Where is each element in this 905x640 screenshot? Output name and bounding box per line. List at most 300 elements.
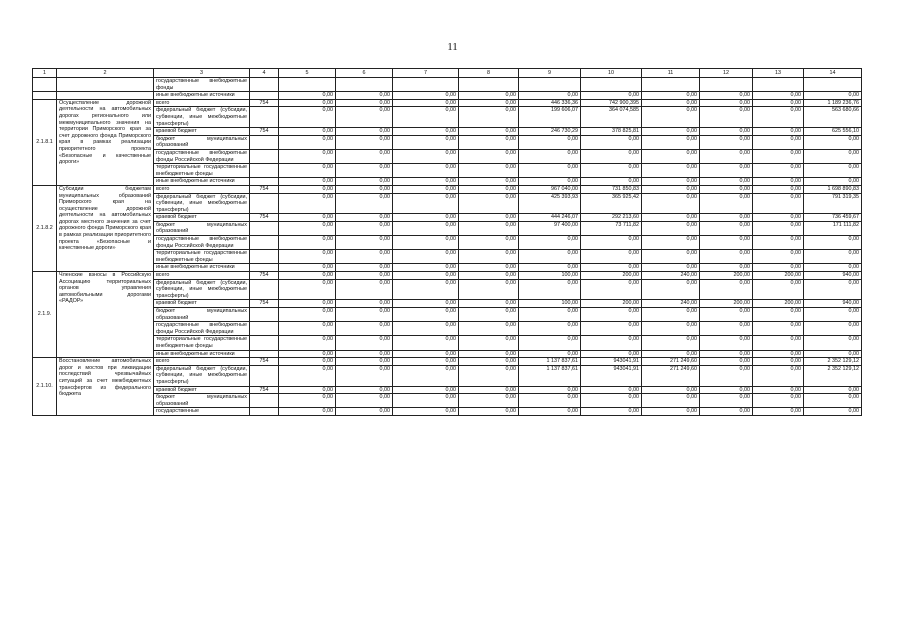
value-cell: 200,00 <box>753 272 804 280</box>
value-cell: 0,00 <box>519 279 581 300</box>
item-description-cell: Осуществление дорожной деятельности на автомобильных дорогах регионального или межмуниципального значения на территории Приморского края за счет дорожного фонда Приморского края в рамках реализации приоритетного проекта «Безопасные и качественные дороги» <box>57 99 154 185</box>
value-cell: 0,00 <box>279 394 336 408</box>
column-header: 11 <box>642 69 700 78</box>
value-cell: 0,00 <box>459 365 519 386</box>
header-row <box>33 69 862 78</box>
value-cell: 0,00 <box>642 386 700 394</box>
value-cell: 0,00 <box>804 308 862 322</box>
value-cell: 0,00 <box>459 386 519 394</box>
value-cell: 0,00 <box>642 221 700 235</box>
value-cell: 0,00 <box>459 185 519 193</box>
value-cell: 0,00 <box>804 92 862 100</box>
value-cell: 0,00 <box>459 308 519 322</box>
value-cell: 0,00 <box>393 322 459 336</box>
value-cell: 0,00 <box>279 322 336 336</box>
funding-source-cell: государственные внебюджетные фонды Российской Федерации <box>154 149 250 163</box>
value-cell: 200,00 <box>581 272 642 280</box>
value-cell: 200,00 <box>700 300 753 308</box>
column-header: 5 <box>279 69 336 78</box>
value-cell: 0,00 <box>393 221 459 235</box>
kbk-cell <box>250 308 279 322</box>
funding-source-cell: всего <box>154 358 250 366</box>
value-cell: 0,00 <box>753 221 804 235</box>
value-cell: 0,00 <box>642 193 700 214</box>
value-cell: 0,00 <box>804 394 862 408</box>
value-cell: 0,00 <box>753 394 804 408</box>
value-cell: 292 213,60 <box>581 214 642 222</box>
value-cell: 0,00 <box>753 107 804 128</box>
value-cell: 0,00 <box>459 236 519 250</box>
value-cell: 1 137 837,61 <box>519 358 581 366</box>
value-cell: 0,00 <box>581 149 642 163</box>
table-row <box>33 236 862 250</box>
kbk-cell: 754 <box>250 386 279 394</box>
value-cell: 271 249,60 <box>642 365 700 386</box>
value-cell: 1 137 837,61 <box>519 365 581 386</box>
column-header: 14 <box>804 69 862 78</box>
value-cell: 0,00 <box>642 250 700 264</box>
funding-source-cell: всего <box>154 99 250 107</box>
value-cell: 0,00 <box>804 164 862 178</box>
value-cell: 0,00 <box>519 408 581 416</box>
column-header: 3 <box>154 69 250 78</box>
value-cell: 0,00 <box>642 135 700 149</box>
value-cell: 0,00 <box>393 214 459 222</box>
value-cell: 0,00 <box>336 135 393 149</box>
value-cell: 0,00 <box>700 185 753 193</box>
value-cell: 0,00 <box>336 92 393 100</box>
funding-source-cell: бюджет муниципальных образований <box>154 135 250 149</box>
value-cell: 0,00 <box>804 336 862 350</box>
column-header: 4 <box>250 69 279 78</box>
value-cell: 0,00 <box>753 128 804 136</box>
table-row <box>33 386 862 394</box>
value-cell: 0,00 <box>700 336 753 350</box>
value-cell: 0,00 <box>753 386 804 394</box>
value-cell: 0,00 <box>336 178 393 186</box>
value-cell: 563 680,66 <box>804 107 862 128</box>
value-cell: 0,00 <box>459 214 519 222</box>
funding-source-cell: иные внебюджетные источники <box>154 178 250 186</box>
value-cell: 0,00 <box>393 178 459 186</box>
table-row <box>33 149 862 163</box>
value-cell: 0,00 <box>581 279 642 300</box>
funding-source-cell: иные внебюджетные источники <box>154 350 250 358</box>
value-cell: 378 825,81 <box>581 128 642 136</box>
kbk-cell: 754 <box>250 358 279 366</box>
value-cell: 625 556,10 <box>804 128 862 136</box>
value-cell: 0,00 <box>581 408 642 416</box>
value-cell: 0,00 <box>393 135 459 149</box>
value-cell: 0,00 <box>804 408 862 416</box>
value-cell: 0,00 <box>700 135 753 149</box>
value-cell: 0,00 <box>519 92 581 100</box>
value-cell: 0,00 <box>336 336 393 350</box>
value-cell: 0,00 <box>459 99 519 107</box>
value-cell: 0,00 <box>459 336 519 350</box>
value-cell: 0,00 <box>753 358 804 366</box>
value-cell: 0,00 <box>700 99 753 107</box>
page-number: 11 <box>447 41 458 53</box>
value-cell: 0,00 <box>459 149 519 163</box>
value-cell: 444 246,07 <box>519 214 581 222</box>
value-cell: 271 249,60 <box>642 358 700 366</box>
value-cell: 0,00 <box>642 279 700 300</box>
value-cell <box>519 78 581 92</box>
value-cell: 0,00 <box>393 300 459 308</box>
value-cell: 0,00 <box>519 178 581 186</box>
kbk-cell: 754 <box>250 128 279 136</box>
value-cell <box>642 78 700 92</box>
table-row <box>33 300 862 308</box>
value-cell: 0,00 <box>642 92 700 100</box>
value-cell: 0,00 <box>700 308 753 322</box>
funding-source-cell: иные внебюджетные источники <box>154 264 250 272</box>
value-cell: 0,00 <box>700 322 753 336</box>
value-cell: 0,00 <box>393 350 459 358</box>
value-cell: 0,00 <box>279 358 336 366</box>
value-cell: 0,00 <box>700 221 753 235</box>
value-cell: 2 352 129,12 <box>804 365 862 386</box>
table-row <box>33 164 862 178</box>
kbk-cell: 754 <box>250 214 279 222</box>
kbk-cell <box>250 365 279 386</box>
value-cell: 0,00 <box>393 250 459 264</box>
value-cell: 100,00 <box>519 300 581 308</box>
table-row <box>33 92 862 100</box>
value-cell: 0,00 <box>279 350 336 358</box>
value-cell: 0,00 <box>459 300 519 308</box>
value-cell: 0,00 <box>519 149 581 163</box>
column-header: 2 <box>57 69 154 78</box>
value-cell: 0,00 <box>393 272 459 280</box>
kbk-cell <box>250 149 279 163</box>
funding-source-cell: территориальные государственные внебюджетные фонды <box>154 336 250 350</box>
funding-source-cell: федеральный бюджет (субсидии, субвенции, иные межбюджетные трансферты) <box>154 279 250 300</box>
value-cell: 0,00 <box>753 193 804 214</box>
value-cell: 0,00 <box>336 149 393 163</box>
kbk-cell: 754 <box>250 185 279 193</box>
value-cell: 0,00 <box>581 92 642 100</box>
value-cell: 0,00 <box>642 236 700 250</box>
value-cell: 0,00 <box>753 336 804 350</box>
item-description-cell: Восстановление автомобильных дорог и мостов при ликвидации последствий чрезвычайных ситуаций за счет межбюджетных трансфертов из федерального бюджета <box>57 358 154 416</box>
value-cell: 0,00 <box>700 264 753 272</box>
funding-source-cell: краевой бюджет <box>154 386 250 394</box>
value-cell: 0,00 <box>393 236 459 250</box>
value-cell: 365 925,42 <box>581 193 642 214</box>
budget-table <box>32 68 862 416</box>
value-cell: 0,00 <box>753 214 804 222</box>
value-cell: 0,00 <box>804 250 862 264</box>
value-cell: 0,00 <box>700 408 753 416</box>
value-cell: 0,00 <box>279 236 336 250</box>
value-cell: 0,00 <box>336 308 393 322</box>
value-cell: 0,00 <box>642 408 700 416</box>
value-cell: 425 393,93 <box>519 193 581 214</box>
kbk-cell <box>250 394 279 408</box>
value-cell: 0,00 <box>279 272 336 280</box>
value-cell: 200,00 <box>700 272 753 280</box>
table-row <box>33 128 862 136</box>
value-cell: 967 040,00 <box>519 185 581 193</box>
value-cell: 0,00 <box>753 164 804 178</box>
item-code-cell <box>33 92 57 100</box>
value-cell: 0,00 <box>700 128 753 136</box>
value-cell: 0,00 <box>336 128 393 136</box>
funding-source-cell: бюджет муниципальных образований <box>154 221 250 235</box>
value-cell: 0,00 <box>279 264 336 272</box>
value-cell: 0,00 <box>279 221 336 235</box>
item-code-cell: 2.1.8.2 <box>33 185 57 271</box>
funding-source-cell: государственные внебюджетные фонды Российской Федерации <box>154 236 250 250</box>
value-cell: 0,00 <box>642 107 700 128</box>
value-cell: 0,00 <box>393 164 459 178</box>
value-cell: 0,00 <box>459 128 519 136</box>
value-cell: 0,00 <box>279 149 336 163</box>
table-row <box>33 214 862 222</box>
value-cell: 0,00 <box>459 92 519 100</box>
kbk-cell <box>250 279 279 300</box>
value-cell: 0,00 <box>393 279 459 300</box>
value-cell: 0,00 <box>804 178 862 186</box>
value-cell: 0,00 <box>459 272 519 280</box>
value-cell: 0,00 <box>700 365 753 386</box>
funding-source-cell: краевой бюджет <box>154 128 250 136</box>
funding-source-cell: краевой бюджет <box>154 214 250 222</box>
column-header: 9 <box>519 69 581 78</box>
value-cell: 0,00 <box>700 149 753 163</box>
column-header: 1 <box>33 69 57 78</box>
value-cell: 0,00 <box>700 107 753 128</box>
value-cell: 0,00 <box>336 300 393 308</box>
value-cell: 0,00 <box>459 164 519 178</box>
value-cell: 0,00 <box>459 358 519 366</box>
value-cell: 0,00 <box>279 164 336 178</box>
value-cell: 0,00 <box>336 214 393 222</box>
value-cell: 0,00 <box>519 250 581 264</box>
item-code-cell: 2.1.10. <box>33 358 57 416</box>
value-cell: 240,00 <box>642 300 700 308</box>
kbk-cell <box>250 264 279 272</box>
kbk-cell <box>250 135 279 149</box>
value-cell: 0,00 <box>336 365 393 386</box>
value-cell: 0,00 <box>393 128 459 136</box>
value-cell: 0,00 <box>642 308 700 322</box>
value-cell: 0,00 <box>642 264 700 272</box>
value-cell: 171 111,82 <box>804 221 862 235</box>
value-cell: 0,00 <box>519 164 581 178</box>
table-row <box>33 135 862 149</box>
kbk-cell: 754 <box>250 272 279 280</box>
table-row <box>33 336 862 350</box>
value-cell: 0,00 <box>393 394 459 408</box>
funding-source-cell: всего <box>154 272 250 280</box>
value-cell: 0,00 <box>336 358 393 366</box>
value-cell <box>753 78 804 92</box>
value-cell: 0,00 <box>519 264 581 272</box>
value-cell: 0,00 <box>700 350 753 358</box>
value-cell: 0,00 <box>336 408 393 416</box>
item-description-cell: Субсидии бюджетам муниципальных образований Приморского края на осуществление дорожной деятельности на автомобильных дорогах местного значения за счет дорожного фонда Приморского края в рамках реализации приоритетного проекта «Безопасные и качественные дороги» <box>57 185 154 271</box>
table-row <box>33 358 862 366</box>
kbk-cell <box>250 236 279 250</box>
value-cell: 0,00 <box>279 92 336 100</box>
value-cell: 0,00 <box>804 149 862 163</box>
funding-source-cell: бюджет муниципальных образований <box>154 308 250 322</box>
value-cell: 0,00 <box>700 358 753 366</box>
value-cell: 0,00 <box>279 300 336 308</box>
funding-source-cell: федеральный бюджет (субсидии, субвенции, иные межбюджетные трансферты) <box>154 107 250 128</box>
funding-source-cell: государственные внебюджетные фонды <box>154 78 250 92</box>
value-cell: 0,00 <box>581 336 642 350</box>
value-cell: 0,00 <box>581 164 642 178</box>
value-cell: 100,00 <box>519 272 581 280</box>
value-cell: 0,00 <box>393 99 459 107</box>
value-cell: 0,00 <box>753 135 804 149</box>
value-cell: 0,00 <box>459 394 519 408</box>
value-cell: 0,00 <box>279 408 336 416</box>
value-cell: 0,00 <box>581 386 642 394</box>
funding-source-cell: территориальные государственные внебюджетные фонды <box>154 250 250 264</box>
table-row <box>33 178 862 186</box>
kbk-cell <box>250 78 279 92</box>
value-cell: 0,00 <box>279 250 336 264</box>
value-cell: 0,00 <box>459 250 519 264</box>
value-cell: 0,00 <box>581 350 642 358</box>
value-cell: 0,00 <box>459 221 519 235</box>
value-cell: 0,00 <box>700 164 753 178</box>
value-cell: 0,00 <box>336 236 393 250</box>
value-cell: 240,00 <box>642 272 700 280</box>
funding-source-cell: государственные <box>154 408 250 416</box>
value-cell: 0,00 <box>393 336 459 350</box>
value-cell: 0,00 <box>336 279 393 300</box>
value-cell: 0,00 <box>393 386 459 394</box>
value-cell: 0,00 <box>459 264 519 272</box>
value-cell: 0,00 <box>393 92 459 100</box>
value-cell: 0,00 <box>753 322 804 336</box>
value-cell: 0,00 <box>700 394 753 408</box>
value-cell: 0,00 <box>336 272 393 280</box>
value-cell: 0,00 <box>279 178 336 186</box>
value-cell: 0,00 <box>279 386 336 394</box>
value-cell <box>804 78 862 92</box>
value-cell: 0,00 <box>753 350 804 358</box>
value-cell: 0,00 <box>459 279 519 300</box>
table-row <box>33 350 862 358</box>
value-cell: 2 352 129,12 <box>804 358 862 366</box>
table-row <box>33 322 862 336</box>
value-cell: 0,00 <box>581 236 642 250</box>
value-cell: 0,00 <box>336 264 393 272</box>
item-code-cell <box>33 78 57 92</box>
value-cell: 0,00 <box>700 250 753 264</box>
value-cell: 0,00 <box>753 365 804 386</box>
item-description-cell <box>57 92 154 100</box>
kbk-cell: 754 <box>250 300 279 308</box>
value-cell: 943041,91 <box>581 365 642 386</box>
value-cell: 0,00 <box>519 236 581 250</box>
value-cell: 0,00 <box>753 178 804 186</box>
value-cell: 73 711,82 <box>581 221 642 235</box>
column-header: 10 <box>581 69 642 78</box>
value-cell: 0,00 <box>459 178 519 186</box>
value-cell: 0,00 <box>581 135 642 149</box>
value-cell: 0,00 <box>279 279 336 300</box>
funding-source-cell: краевой бюджет <box>154 300 250 308</box>
kbk-cell <box>250 164 279 178</box>
value-cell: 0,00 <box>642 350 700 358</box>
value-cell: 0,00 <box>279 135 336 149</box>
value-cell: 0,00 <box>804 264 862 272</box>
value-cell <box>459 78 519 92</box>
value-cell: 0,00 <box>804 279 862 300</box>
value-cell: 0,00 <box>804 236 862 250</box>
value-cell: 940,00 <box>804 300 862 308</box>
item-code-cell: 2.1.9. <box>33 272 57 358</box>
value-cell: 0,00 <box>581 394 642 408</box>
kbk-cell: 754 <box>250 99 279 107</box>
value-cell: 0,00 <box>581 178 642 186</box>
value-cell: 0,00 <box>753 236 804 250</box>
value-cell: 0,00 <box>459 135 519 149</box>
value-cell: 791 319,35 <box>804 193 862 214</box>
value-cell: 0,00 <box>336 386 393 394</box>
value-cell: 0,00 <box>804 350 862 358</box>
table-row <box>33 394 862 408</box>
table-row <box>33 279 862 300</box>
kbk-cell <box>250 107 279 128</box>
value-cell: 0,00 <box>279 185 336 193</box>
value-cell <box>700 78 753 92</box>
value-cell: 0,00 <box>753 99 804 107</box>
column-header: 7 <box>393 69 459 78</box>
value-cell: 0,00 <box>642 164 700 178</box>
column-header: 6 <box>336 69 393 78</box>
column-header: 13 <box>753 69 804 78</box>
value-cell: 0,00 <box>753 185 804 193</box>
table-row <box>33 193 862 214</box>
value-cell: 736 459,67 <box>804 214 862 222</box>
value-cell: 0,00 <box>753 250 804 264</box>
funding-source-cell: иные внебюджетные источники <box>154 92 250 100</box>
value-cell: 0,00 <box>393 358 459 366</box>
value-cell: 0,00 <box>642 178 700 186</box>
value-cell: 0,00 <box>459 408 519 416</box>
value-cell: 0,00 <box>753 408 804 416</box>
table-row <box>33 272 862 280</box>
value-cell: 0,00 <box>642 149 700 163</box>
value-cell: 0,00 <box>700 92 753 100</box>
funding-source-cell: бюджет муниципальных образований <box>154 394 250 408</box>
value-cell: 200,00 <box>581 300 642 308</box>
table-row <box>33 221 862 235</box>
table-row <box>33 408 862 416</box>
value-cell: 97 400,00 <box>519 221 581 235</box>
value-cell: 0,00 <box>642 336 700 350</box>
value-cell: 0,00 <box>519 336 581 350</box>
value-cell: 0,00 <box>336 250 393 264</box>
value-cell: 1 189 236,76 <box>804 99 862 107</box>
value-cell: 0,00 <box>753 264 804 272</box>
value-cell: 246 730,29 <box>519 128 581 136</box>
value-cell: 0,00 <box>336 350 393 358</box>
value-cell: 0,00 <box>336 221 393 235</box>
value-cell: 742 900,395 <box>581 99 642 107</box>
value-cell: 0,00 <box>581 250 642 264</box>
value-cell: 0,00 <box>393 193 459 214</box>
